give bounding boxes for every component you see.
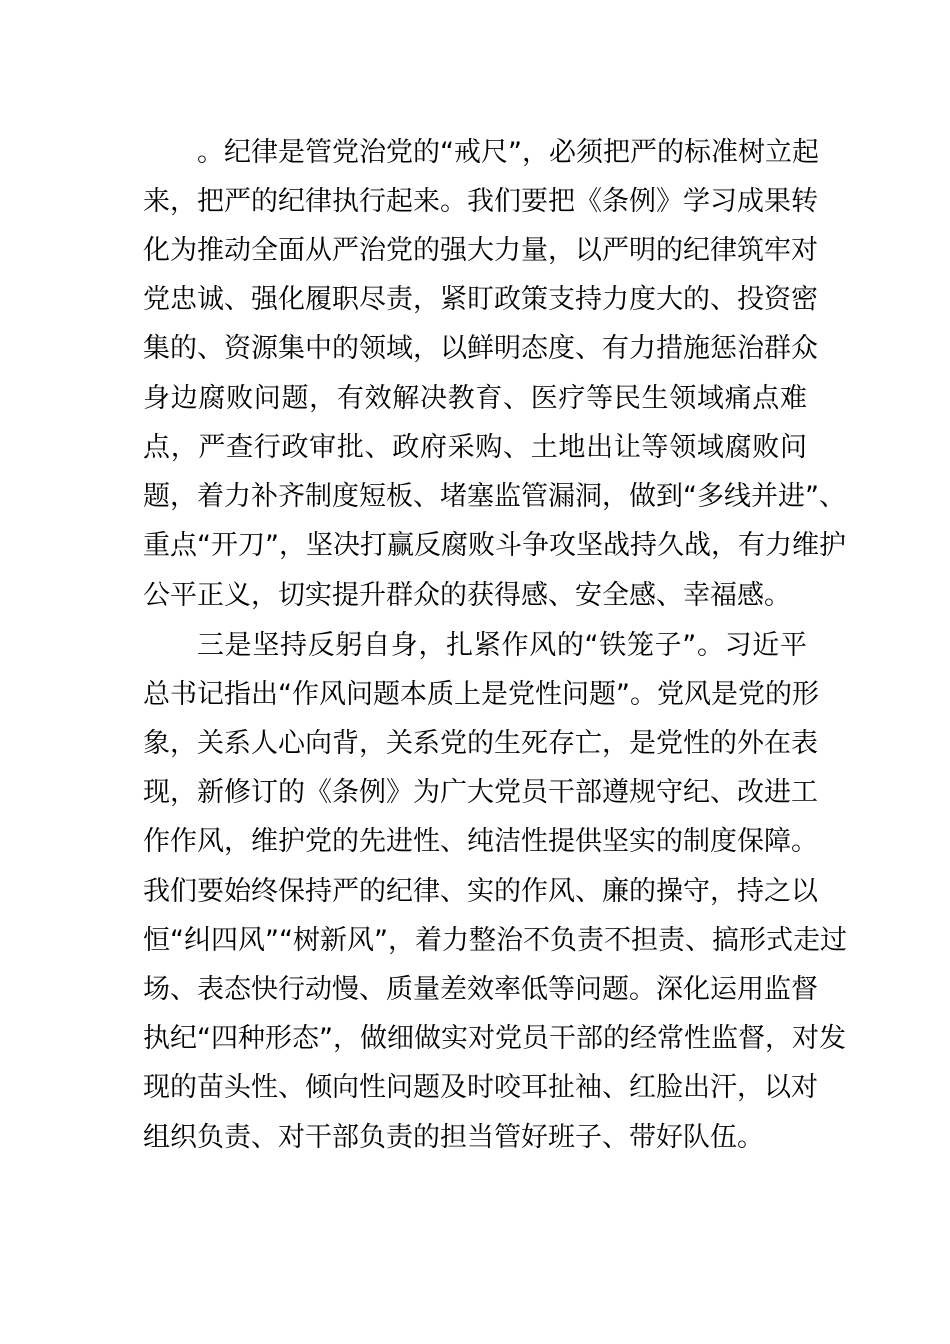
paragraph-line: 恒“纠四风”“树新风”，着力整治不负责不担责、搞形式走过: [143, 925, 847, 956]
paragraph-line: 现，新修订的《条例》为广大党员干部遵规守纪、改进工: [143, 777, 818, 808]
paragraph-line: 集的、资源集中的领域，以鲜明态度、有力措施惩治群众: [143, 333, 818, 364]
paragraph-line: 题，着力补齐制度短板、堵塞监管漏洞，做到“多线并进”、: [143, 481, 846, 512]
paragraph-line: 身边腐败问题，有效解决教育、医疗等民生领域痛点难: [143, 383, 807, 414]
paragraph-line: 点，严查行政审批、政府采购、土地出让等领域腐败问: [143, 432, 807, 463]
paragraph-line: 重点“开刀”，坚决打赢反腐败斗争攻坚战持久战，有力维护: [143, 530, 846, 561]
paragraph-line: 。纪律是管党治党的“戒尺”，必须把严的标准树立起: [197, 137, 819, 168]
paragraph-line: 组织负责、对干部负责的担当管好班子、带好队伍。: [143, 1122, 764, 1153]
paragraph-line: 场、表态快行动慢、质量差效率低等问题。深化运用监督: [143, 974, 818, 1005]
paragraph-line: 执纪“四种形态”，做细做实对党员干部的经常性监督，对发: [143, 1023, 846, 1054]
paragraph-line: 来，把严的纪律执行起来。我们要把《条例》学习成果转: [143, 186, 818, 217]
paragraph-line: 作作风，维护党的先进性、纯洁性提供坚实的制度保障。: [143, 826, 818, 857]
paragraph-line: 我们要始终保持严的纪律、实的作风、廉的操守，持之以: [143, 876, 818, 907]
paragraph-line: 现的苗头性、倾向性问题及时咬耳扯袖、红脸出汗，以对: [143, 1072, 818, 1103]
paragraph-line: 化为推动全面从严治党的强大力量，以严明的纪律筑牢对: [143, 235, 818, 266]
paragraph-line: 公平正义，切实提升群众的获得感、安全感、幸福感。: [143, 580, 791, 611]
paragraph-line: 党忠诚、强化履职尽责，紧盯政策支持力度大的、投资密: [143, 284, 818, 315]
paragraph-line: 总书记指出“作风问题本质上是党性问题”。党风是党的形: [143, 679, 819, 710]
paragraph-line: 三是坚持反躬自身，扎紧作风的“铁笼子”。习近平: [197, 630, 807, 661]
paragraph-line: 象，关系人心向背，关系党的生死存亡，是党性的外在表: [143, 728, 818, 759]
